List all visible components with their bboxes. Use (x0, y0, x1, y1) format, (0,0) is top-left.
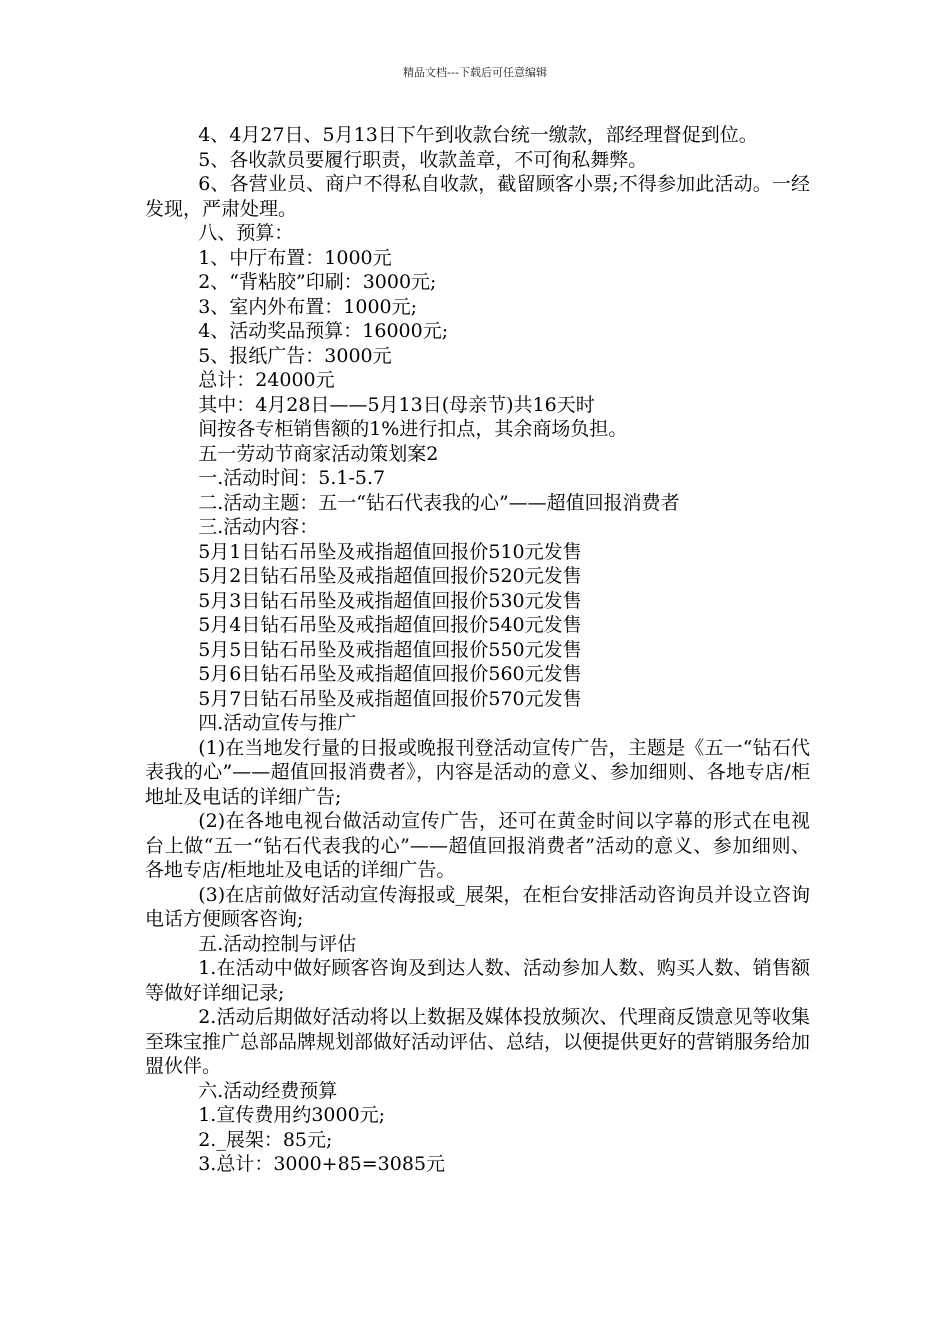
list-item: 5月6日钻石吊坠及戒指超值回报价560元发售 (198, 663, 582, 685)
budget-item: 1、中厅布置：1000元 (198, 246, 392, 269)
text-line: 其中：4月28日——5月13日(母亲节)共16天时 (198, 393, 595, 416)
budget-item: 3、室内外布置：1000元; (198, 295, 418, 318)
section-heading: 八、预算： (198, 222, 294, 244)
paragraph: (3)在店前做好活动宣传海报或_展架，在柜台安排活动咨询员并设立咨询电话方便顾客咨询; (145, 883, 810, 930)
list-item: 5月2日钻石吊坠及戒指超值回报价520元发售 (198, 565, 582, 587)
budget-item: 1.宣传费用约3000元; (198, 1104, 386, 1126)
section-heading: 五.活动控制与评估 (198, 932, 357, 955)
section-heading: 四.活动宣传与推广 (198, 712, 357, 734)
section-heading: 三.活动内容： (198, 516, 319, 538)
section-heading: 二.活动主题：五一“钻石代表我的心”——超值回报消费者 (198, 491, 680, 514)
paragraph: 4、4月27日、5月13日下午到收款台统一缴款，部经理督促到位。 (198, 124, 758, 146)
budget-total: 3.总计：3000+85=3085元 (198, 1153, 446, 1175)
list-item: 5月5日钻石吊坠及戒指超值回报价550元发售 (198, 638, 582, 661)
paragraph: 6、各营业员、商户不得私自收款，截留顾客小票;不得参加此活动。一经发现，严肃处理。 (145, 173, 810, 220)
paragraph: 5、各收款员要履行职责，收款盖章，不可徇私舞弊。 (198, 148, 648, 171)
budget-item: 2._展架：85元; (198, 1128, 333, 1151)
paragraph: 2.活动后期做好活动将以上数据及媒体投放频次、代理商反馈意见等收集至珠宝推广总部品牌规划部做好活动评估、总结，以便提供更好的营销服务给加盟伙伴。 (145, 1006, 811, 1077)
document-title: 五一劳动节商家活动策划案2 (198, 442, 439, 465)
list-item: 5月4日钻石吊坠及戒指超值回报价540元发售 (198, 614, 582, 636)
list-item: 5月3日钻石吊坠及戒指超值回报价530元发售 (198, 589, 582, 612)
document-body (145, 123, 810, 1177)
section-heading: 一.活动时间：5.1-5.7 (198, 467, 386, 489)
budget-item: 2、“背粘胶”印刷：3000元; (198, 271, 437, 293)
budget-item: 4、活动奖品预算：16000元; (198, 320, 449, 342)
section-heading: 六.活动经费预算 (198, 1079, 338, 1102)
text-line: 间按各专柜销售额的1%进行扣点，其余商场负担。 (198, 418, 628, 440)
budget-total: 总计：24000元 (198, 369, 335, 391)
paragraph: 1.在活动中做好顾客咨询及到达人数、活动参加人数、购买人数、销售额等做好详细记录; (145, 957, 810, 1004)
paragraph: (1)在当地发行量的日报或晚报刊登活动宣传广告，主题是《五一“钻石代表我的心”——超值回报消费者》，内容是活动的意义、参加细则、各地专店/柜地址及电话的详细广告; (145, 736, 810, 808)
page-header: 精品文档---下载后可任意编辑 (403, 66, 547, 79)
paragraph: (2)在各地电视台做活动宣传广告，还可在黄金时间以字幕的形式在电视台上做“五一“钻石代表我的心”——超值回报消费者”活动的意义、参加细则、各地专店/柜地址及电话的详细广告。 (145, 810, 810, 881)
list-item: 5月7日钻石吊坠及戒指超值回报价570元发售 (198, 687, 582, 710)
list-item: 5月1日钻石吊坠及戒指超值回报价510元发售 (198, 540, 582, 563)
budget-item: 5、报纸广告：3000元 (198, 344, 392, 367)
